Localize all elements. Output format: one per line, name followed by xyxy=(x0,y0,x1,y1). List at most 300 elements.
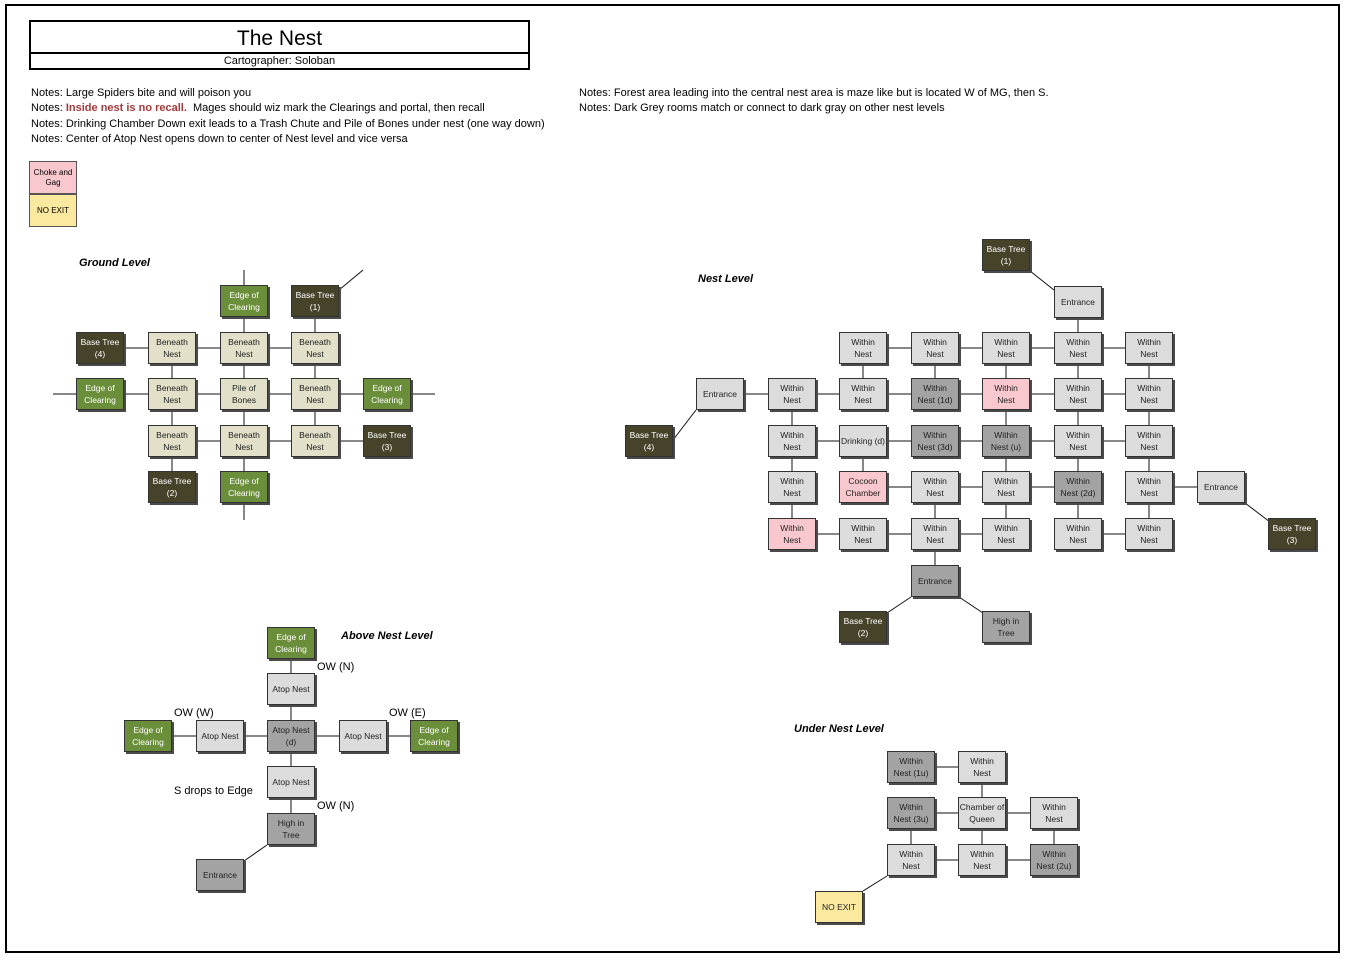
room-label-line1: Beneath xyxy=(299,430,331,440)
room-label xyxy=(894,801,929,825)
room-n-r2c3 xyxy=(982,378,1030,410)
room-n-base3 xyxy=(1268,518,1316,550)
room-label xyxy=(987,243,1026,267)
room-label xyxy=(780,475,804,499)
room-label-line2: Nest xyxy=(1069,535,1087,545)
room-label xyxy=(851,382,875,406)
room-connector xyxy=(673,410,696,440)
room-label-line1: Within xyxy=(780,430,804,440)
room-label-line1: Within xyxy=(1066,430,1090,440)
room-n-r1c4 xyxy=(1054,332,1102,364)
room-label xyxy=(201,730,238,742)
room-label-line1: Atop Nest xyxy=(344,731,382,741)
room-label-line1: High in xyxy=(277,818,305,828)
legend-no-exit: NO EXIT xyxy=(29,194,77,227)
room-n-entrance-bottom xyxy=(911,565,959,597)
room-label-line2: Nest (2u) xyxy=(1036,861,1072,871)
room-label-line1: Within xyxy=(994,476,1018,486)
room-label-line1: Beneath xyxy=(156,430,188,440)
room-label-line1: Within xyxy=(1066,383,1090,393)
room-label-line2: Nest (1u) xyxy=(893,768,929,778)
room-label-line1: Within xyxy=(994,337,1018,347)
room-label-line2: Tree xyxy=(997,628,1015,638)
note-text: Large Spiders bite and will poison you xyxy=(65,87,252,99)
room-label xyxy=(156,382,188,406)
room-label-line1: Within xyxy=(851,383,875,393)
room-u-queen xyxy=(958,797,1006,829)
room-connector xyxy=(863,876,887,891)
room-label-line1: Within xyxy=(780,523,804,533)
room-label-line2: (1) xyxy=(309,302,321,312)
room-label xyxy=(1066,336,1090,360)
room-label-line1: Base Tree xyxy=(295,290,335,300)
room-label-line1: Beneath xyxy=(228,337,260,347)
room-label-line1: Beneath xyxy=(228,430,260,440)
room-label xyxy=(153,475,192,499)
room-label xyxy=(923,336,947,360)
room-u-3u xyxy=(887,797,935,829)
room-label xyxy=(918,382,953,406)
room-n-r2c5 xyxy=(1125,378,1173,410)
room-label xyxy=(844,615,883,639)
room-label-line2: Nest xyxy=(1140,395,1158,405)
room-label xyxy=(780,382,804,406)
room-label-line2: Nest xyxy=(306,395,324,405)
room-n-r3c3 xyxy=(982,425,1030,457)
room-label xyxy=(822,901,856,913)
room-label-line1: Within xyxy=(1137,476,1161,486)
room-n-r2c0 xyxy=(768,378,816,410)
room-a-entrance xyxy=(196,859,244,891)
room-label xyxy=(994,382,1018,406)
room-n-entrance-left xyxy=(696,378,744,410)
room-label-line1: Within xyxy=(994,523,1018,533)
room-label-line2: Clearing xyxy=(84,395,116,405)
room-label xyxy=(1061,475,1096,499)
note-prefix: Notes: xyxy=(31,87,66,99)
room-label-line2: (1) xyxy=(1000,256,1012,266)
room-a-edge-left xyxy=(124,720,172,752)
room-label-line2: Nest xyxy=(1069,442,1087,452)
room-label-line2: Nest xyxy=(783,488,801,498)
room-label-line2: Nest xyxy=(1069,395,1087,405)
room-label xyxy=(994,522,1018,546)
room-label-line2: Nest xyxy=(163,442,181,452)
room-g-bones xyxy=(220,378,268,410)
note-prefix: Notes: xyxy=(579,87,614,99)
note-highlight: Inside nest is no recall. xyxy=(65,102,187,114)
room-label xyxy=(228,289,260,313)
room-label-line2: Nest (2d) xyxy=(1060,488,1096,498)
room-label-line1: Chamber of xyxy=(959,802,1005,812)
room-label xyxy=(994,475,1018,499)
room-u-noexit xyxy=(815,891,863,923)
room-label-line1: Within xyxy=(899,849,923,859)
room-g-edge-top xyxy=(220,285,268,317)
room-label xyxy=(228,429,260,453)
room-label-line1: Within xyxy=(994,383,1018,393)
room-label-line1: NO EXIT xyxy=(821,902,856,912)
room-label-line2: (2) xyxy=(166,488,178,498)
note-text: Mages should wiz mark the Clearings and portal, then recall xyxy=(186,102,485,114)
room-label xyxy=(918,429,953,453)
room-g-base4 xyxy=(76,332,124,364)
room-label-line1: Base Tree xyxy=(367,430,407,440)
room-n-r4c5 xyxy=(1125,471,1173,503)
note-prefix: Notes: xyxy=(579,102,614,114)
room-label-line1: Beneath xyxy=(299,337,331,347)
room-label-line2: Nest xyxy=(997,488,1015,498)
room-label-line1: Cocoon xyxy=(848,476,878,486)
room-label-line2: (3) xyxy=(1286,535,1298,545)
above-nest-level-title: Above Nest Level xyxy=(341,630,433,642)
room-label-line1: Base Tree xyxy=(152,476,192,486)
room-label xyxy=(272,683,309,695)
room-label xyxy=(960,801,1004,825)
room-label-line2: Nest xyxy=(997,395,1015,405)
room-label xyxy=(1273,522,1312,546)
room-label xyxy=(918,575,952,587)
room-label-line1: Within xyxy=(1137,337,1161,347)
room-label-line1: Entrance xyxy=(202,870,238,880)
one-way-north-label: OW (N) xyxy=(317,661,355,673)
room-label xyxy=(1204,481,1238,493)
room-label xyxy=(1137,382,1161,406)
room-n-r3c2 xyxy=(911,425,959,457)
south-drops-label: S drops to Edge xyxy=(174,785,253,797)
room-label-line2: Clearing xyxy=(228,488,260,498)
room-n-entrance-top xyxy=(1054,286,1102,318)
room-u-r1c2 xyxy=(958,751,1006,783)
room-label-line2: Nest xyxy=(1140,488,1158,498)
room-label-line2: Nest xyxy=(926,488,944,498)
room-n-r5c2 xyxy=(911,518,959,550)
note-text: Dark Grey rooms match or connect to dark gray on other nest levels xyxy=(613,102,945,114)
room-label xyxy=(1137,429,1161,453)
room-a-high xyxy=(267,813,315,845)
room-label-line1: Edge of xyxy=(133,725,163,735)
note-text: Center of Atop Nest opens down to center of Nest level and vice versa xyxy=(65,133,408,145)
note-prefix: Notes: xyxy=(31,133,66,145)
room-label-line1: Base Tree xyxy=(629,430,669,440)
room-label-line1: Within xyxy=(994,430,1018,440)
room-label-line1: Within xyxy=(1066,476,1090,486)
room-label-line1: Within xyxy=(1137,523,1161,533)
under-nest-level-title: Under Nest Level xyxy=(794,723,884,735)
room-n-cocoon xyxy=(839,471,887,503)
room-label xyxy=(296,289,335,313)
room-label-line1: Within xyxy=(1042,849,1066,859)
room-g-base1 xyxy=(291,285,339,317)
room-n-r5c3 xyxy=(982,518,1030,550)
room-label-line1: Base Tree xyxy=(1272,523,1312,533)
room-label-line2: Clearing xyxy=(228,302,260,312)
legend-choke-and-gag: Choke and Gag xyxy=(29,161,77,194)
room-label-line2: Nest xyxy=(163,349,181,359)
one-way-north-label-2: OW (N) xyxy=(317,800,355,812)
one-way-west-label: OW (W) xyxy=(174,707,214,719)
room-g-b-r1c2 xyxy=(220,332,268,364)
room-n-r2c4 xyxy=(1054,378,1102,410)
room-label-line1: Within xyxy=(923,430,947,440)
room-label xyxy=(1137,475,1161,499)
room-label xyxy=(1066,429,1090,453)
room-label-line1: Within xyxy=(780,383,804,393)
room-label-line1: Within xyxy=(1137,383,1161,393)
note-prefix: Notes: xyxy=(31,102,66,114)
room-label xyxy=(899,848,923,872)
room-label-line1: Entrance xyxy=(1060,297,1096,307)
room-label xyxy=(228,475,260,499)
room-label-line2: Clearing xyxy=(275,644,307,654)
room-label xyxy=(851,522,875,546)
room-label-line1: Within xyxy=(923,383,947,393)
room-g-b-r3c2 xyxy=(220,425,268,457)
room-label-line1: Entrance xyxy=(1203,482,1239,492)
room-label-line2: Nest (3d) xyxy=(917,442,953,452)
room-label-line2: Nest xyxy=(854,349,872,359)
note-text: Forest area leading into the central nest area is maze like but is located W of MG, then S. xyxy=(613,87,1049,99)
room-label-line2: (2) xyxy=(857,628,869,638)
room-label xyxy=(272,724,309,748)
room-g-base3 xyxy=(363,425,411,457)
room-label-line1: Edge of xyxy=(276,632,306,642)
room-g-b-r2c3 xyxy=(291,378,339,410)
room-label-line2: Nest xyxy=(783,395,801,405)
room-label-line2: Nest (u) xyxy=(990,442,1022,452)
room-label-line2: Nest xyxy=(1069,349,1087,359)
room-label xyxy=(630,429,669,453)
room-label-line2: Nest xyxy=(783,442,801,452)
room-label-line2: Nest xyxy=(1140,535,1158,545)
room-connector xyxy=(244,845,267,861)
room-label-line1: Within xyxy=(1137,430,1161,440)
room-label-line1: Within xyxy=(1042,802,1066,812)
room-label xyxy=(991,429,1021,453)
room-label xyxy=(344,730,381,742)
room-label xyxy=(1137,522,1161,546)
room-n-r1c1 xyxy=(839,332,887,364)
room-label-line2: Nest xyxy=(902,861,920,871)
room-label-line2: Nest xyxy=(854,535,872,545)
room-label-line1: Edge of xyxy=(419,725,449,735)
room-label xyxy=(851,336,875,360)
room-u-r2c3 xyxy=(1030,797,1078,829)
room-label-line2: Nest xyxy=(997,349,1015,359)
room-label xyxy=(846,475,881,499)
room-label xyxy=(299,382,331,406)
room-label-line1: Within xyxy=(970,756,994,766)
room-g-b-r1c1 xyxy=(148,332,196,364)
room-label-line2: Chamber xyxy=(845,488,881,498)
room-connector xyxy=(339,270,363,290)
room-n-r1c3 xyxy=(982,332,1030,364)
room-label xyxy=(1061,296,1095,308)
room-n-r3c5 xyxy=(1125,425,1173,457)
room-g-edge-left xyxy=(76,378,124,410)
room-label xyxy=(923,522,947,546)
room-label-line2: Nest xyxy=(997,535,1015,545)
room-n-r2c2 xyxy=(911,378,959,410)
room-g-base2 xyxy=(148,471,196,503)
room-label xyxy=(841,435,885,447)
room-n-r5c1 xyxy=(839,518,887,550)
room-g-edge-right xyxy=(363,378,411,410)
room-label xyxy=(894,755,929,779)
room-n-entrance-right xyxy=(1197,471,1245,503)
room-label xyxy=(993,615,1019,639)
room-label-line1: Beneath xyxy=(156,383,188,393)
room-label-line1: Within xyxy=(923,476,947,486)
room-label xyxy=(418,724,450,748)
room-label-line1: Edge of xyxy=(229,476,259,486)
room-a-atop-bottom xyxy=(267,766,315,798)
room-a-edge-right xyxy=(410,720,458,752)
room-label-line2: (4) xyxy=(94,349,106,359)
room-u-r3c1 xyxy=(887,844,935,876)
room-connector xyxy=(1030,271,1054,290)
room-label-line2: Nest xyxy=(1140,442,1158,452)
room-label-line1: Within xyxy=(923,523,947,533)
room-label xyxy=(272,776,309,788)
room-label xyxy=(703,388,737,400)
room-g-b-r3c3 xyxy=(291,425,339,457)
room-label-line2: Nest xyxy=(973,768,991,778)
room-n-r3c0 xyxy=(768,425,816,457)
room-label xyxy=(923,475,947,499)
room-a-edge-top xyxy=(267,627,315,659)
room-label-line1: Within xyxy=(970,849,994,859)
room-label-line1: Pile of xyxy=(232,383,256,393)
room-label-line1: Atop Nest xyxy=(272,684,310,694)
room-n-r4c2 xyxy=(911,471,959,503)
room-n-high xyxy=(982,611,1030,643)
room-g-edge-bottom xyxy=(220,471,268,503)
room-n-r1c2 xyxy=(911,332,959,364)
room-label-line2: Nest xyxy=(235,349,253,359)
room-n-r5c4 xyxy=(1054,518,1102,550)
room-g-b-r3c1 xyxy=(148,425,196,457)
room-n-r4c3 xyxy=(982,471,1030,503)
room-g-b-r1c3 xyxy=(291,332,339,364)
room-a-atop-left xyxy=(196,720,244,752)
room-label xyxy=(156,336,188,360)
room-label-line1: Edge of xyxy=(372,383,402,393)
room-label-line1: Within xyxy=(923,337,947,347)
room-label-line2: Nest xyxy=(854,395,872,405)
room-n-base1 xyxy=(982,239,1030,271)
room-a-atop-right xyxy=(339,720,387,752)
room-label-line1: Entrance xyxy=(917,576,953,586)
room-label-line1: Within xyxy=(899,802,923,812)
room-label xyxy=(232,382,256,406)
room-label-line2: Nest xyxy=(1045,814,1063,824)
room-u-2u xyxy=(1030,844,1078,876)
room-label-line2: Nest xyxy=(1140,349,1158,359)
room-label-line2: (d) xyxy=(285,737,297,747)
note-prefix: Notes: xyxy=(31,118,66,130)
room-label-line1: High in xyxy=(992,616,1020,626)
room-connector xyxy=(1245,503,1270,522)
room-n-r5c5 xyxy=(1125,518,1173,550)
room-label-line2: Clearing xyxy=(418,737,450,747)
page-title: The Nest xyxy=(236,27,323,50)
room-label-line1: Beneath xyxy=(299,383,331,393)
room-u-1u xyxy=(887,751,935,783)
room-label xyxy=(780,522,804,546)
room-label-line1: Base Tree xyxy=(843,616,883,626)
room-label-line2: Nest xyxy=(306,442,324,452)
room-label-line1: Base Tree xyxy=(986,244,1026,254)
room-label-line1: Within xyxy=(851,337,875,347)
room-label-line1: Within xyxy=(899,756,923,766)
room-label-line1: Edge of xyxy=(229,290,259,300)
room-label-line1: Drinking (d) xyxy=(841,436,885,446)
room-label-line2: Nest xyxy=(163,395,181,405)
room-n-r3c4 xyxy=(1054,425,1102,457)
room-connector xyxy=(887,597,911,613)
nest-level-title: Nest Level xyxy=(698,273,754,285)
room-label xyxy=(1066,522,1090,546)
room-n-r4c0 xyxy=(768,471,816,503)
room-label-line2: Nest xyxy=(926,535,944,545)
room-label-line1: Within xyxy=(1066,523,1090,533)
one-way-east-label: OW (E) xyxy=(389,707,426,719)
room-a-atop-center xyxy=(267,720,315,752)
room-label xyxy=(203,869,237,881)
room-label-line2: Clearing xyxy=(132,737,164,747)
room-label xyxy=(1137,336,1161,360)
room-label-line1: Within xyxy=(851,523,875,533)
room-n-r4c4 xyxy=(1054,471,1102,503)
room-label-line2: Queen xyxy=(969,814,995,824)
cartographer-credit: Cartographer: Soloban xyxy=(223,55,336,67)
room-label-line1: Entrance xyxy=(702,389,738,399)
room-label xyxy=(970,755,994,779)
room-label-line1: Atop Nest xyxy=(272,725,310,735)
room-label-line2: Nest xyxy=(783,535,801,545)
room-label-line1: Atop Nest xyxy=(201,731,239,741)
room-label xyxy=(299,336,331,360)
room-label-line2: Nest xyxy=(306,349,324,359)
room-connector xyxy=(959,597,983,613)
room-label-line2: Nest xyxy=(235,442,253,452)
room-label-line2: Nest xyxy=(926,349,944,359)
room-label-line2: Nest xyxy=(973,861,991,871)
room-label-line1: Within xyxy=(780,476,804,486)
room-n-r2c1 xyxy=(839,378,887,410)
note-text: Drinking Chamber Down exit leads to a Trash Chute and Pile of Bones under nest (one way down) xyxy=(65,118,545,130)
room-n-base2 xyxy=(839,611,887,643)
room-label xyxy=(156,429,188,453)
room-label xyxy=(278,817,304,841)
room-n-drinking xyxy=(839,425,887,457)
room-label-line2: Nest (1d) xyxy=(917,395,953,405)
room-label xyxy=(299,429,331,453)
room-label-line1: Atop Nest xyxy=(272,777,310,787)
room-label xyxy=(1042,801,1066,825)
room-label xyxy=(994,336,1018,360)
room-label-line2: Nest (3u) xyxy=(893,814,929,824)
room-label xyxy=(1037,848,1072,872)
room-g-b-r2c1 xyxy=(148,378,196,410)
room-label-line2: Clearing xyxy=(371,395,403,405)
room-label xyxy=(132,724,164,748)
room-n-base4 xyxy=(625,425,673,457)
room-label xyxy=(368,429,407,453)
room-u-r3c2 xyxy=(958,844,1006,876)
room-n-r1c5 xyxy=(1125,332,1173,364)
